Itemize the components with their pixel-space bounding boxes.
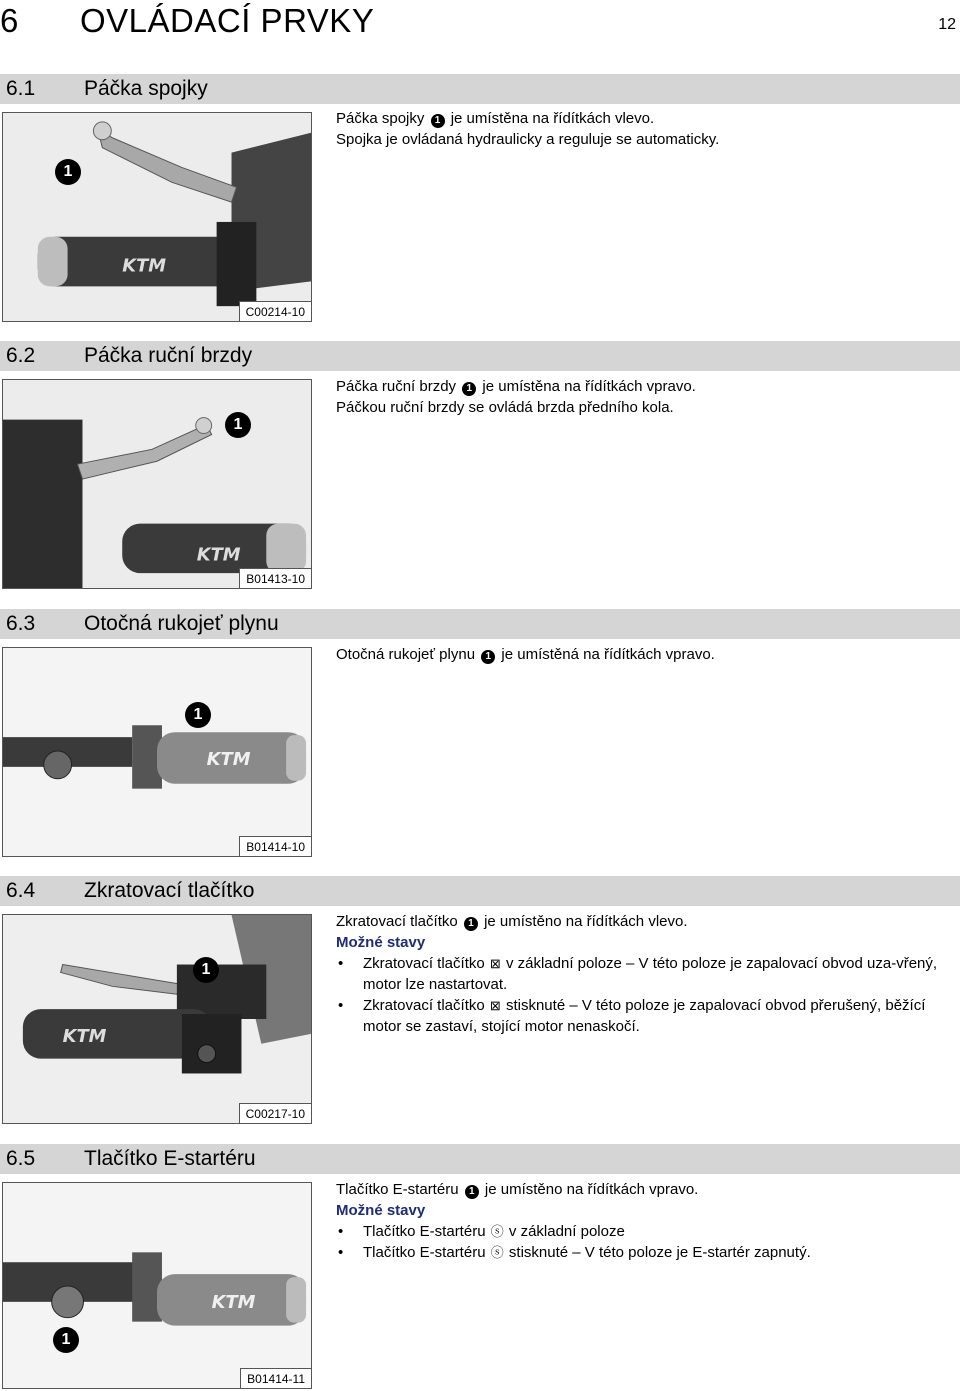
section-number: 6.1 [6, 77, 36, 100]
description-line-2: Páčkou ruční brzdy se ovládá brzda předního kola. [336, 399, 674, 416]
state-post: stisknuté – V této poloze je zapalovací obvod přerušený, běžící motor se zastaví, stojící motor nenaskočí. [363, 997, 926, 1035]
description-line [336, 1179, 946, 1200]
description-line-2: Spojka je ovládaná hydraulicky a reguluje se automaticky. [336, 131, 720, 148]
states-heading: Možné stavy [336, 934, 426, 951]
section-text-6-4 [336, 911, 946, 1037]
description-line [336, 644, 946, 665]
handlebar-illustration [3, 380, 311, 588]
image-code: B01413-10 [239, 568, 311, 588]
handlebar-illustration [3, 915, 311, 1123]
section-title: Zkratovací tlačítko [84, 879, 255, 902]
state-post: v základní poloze – V této poloze je zapalovací obvod uza-vřený, motor lze nastartovat. [363, 955, 938, 993]
description-line [336, 376, 946, 397]
list-item [336, 995, 946, 1037]
description-post: je umístěna na řídítkách vlevo. [450, 110, 655, 127]
image-code: C00214-10 [239, 301, 311, 321]
state-post: v základní poloze [508, 1223, 625, 1240]
list-item [336, 1221, 946, 1242]
section-text-6-5 [336, 1179, 946, 1263]
description-pre: Tlačítko E-startéru [336, 1181, 459, 1198]
callout-marker-inline: 1 [465, 1185, 479, 1199]
chapter-header [0, 0, 960, 44]
callout-marker: 1 [55, 159, 81, 185]
state-pre: Zkratovací tlačítko [363, 997, 485, 1014]
section-text-6-2 [336, 376, 946, 418]
kill-switch-symbol-icon: ⊠ [489, 956, 501, 971]
hand-brake-lever-photo [2, 379, 312, 589]
kill-switch-symbol-icon: ⊠ [489, 998, 501, 1013]
section-title: Tlačítko E-startéru [84, 1147, 256, 1170]
section-header-6-3 [0, 609, 960, 639]
svg-text:KTM: KTM [211, 1291, 256, 1313]
states-list [336, 1221, 946, 1263]
callout-marker: 1 [53, 1327, 79, 1353]
section-number: 6.5 [6, 1147, 36, 1170]
handlebar-illustration [3, 113, 311, 321]
section-header-6-1 [0, 74, 960, 104]
section-text-6-3 [336, 644, 946, 665]
callout-marker-inline: 1 [462, 382, 476, 396]
image-code: B01414-10 [239, 836, 311, 856]
states-heading: Možné stavy [336, 1202, 426, 1219]
svg-text:KTM: KTM [122, 255, 167, 277]
chapter-title: OVLÁDACÍ PRVKY [80, 2, 375, 39]
description-pre: Páčka spojky [336, 110, 425, 127]
section-number: 6.4 [6, 879, 36, 902]
chapter-number: 6 [0, 2, 19, 39]
section-number: 6.3 [6, 612, 36, 635]
svg-text:KTM: KTM [62, 1025, 107, 1047]
description-pre: Zkratovací tlačítko [336, 913, 458, 930]
section-header-6-5 [0, 1144, 960, 1174]
e-starter-symbol-icon: ⓢ [490, 1224, 504, 1239]
image-code: C00217-10 [239, 1103, 311, 1123]
section-title: Páčka ruční brzdy [84, 344, 253, 367]
description-post: je umístěná na řídítkách vpravo. [501, 646, 715, 663]
svg-text:KTM: KTM [196, 544, 241, 566]
image-code: B01414-11 [240, 1368, 311, 1388]
page-number: 12 [938, 16, 956, 33]
description-post: je umístěna na řídítkách vpravo. [482, 378, 696, 395]
description-post: je umístěno na řídítkách vpravo. [484, 1181, 699, 1198]
list-item [336, 1242, 946, 1263]
handlebar-illustration [3, 1183, 311, 1388]
kill-switch-photo [2, 914, 312, 1124]
section-header-6-4 [0, 876, 960, 906]
e-starter-symbol-icon: ⓢ [490, 1245, 504, 1260]
callout-marker: 1 [225, 412, 251, 438]
section-title: Otočná rukojeť plynu [84, 612, 279, 635]
list-item [336, 953, 946, 995]
handlebar-illustration [3, 648, 311, 856]
description-pre: Páčka ruční brzdy [336, 378, 457, 395]
section-title: Páčka spojky [84, 77, 208, 100]
description-line [336, 108, 946, 129]
callout-marker-inline: 1 [431, 114, 445, 128]
callout-marker-inline: 1 [464, 917, 478, 931]
callout-marker-inline: 1 [481, 650, 495, 664]
callout-marker: 1 [185, 702, 211, 728]
description-pre: Otočná rukojeť plynu [336, 646, 476, 663]
description-line [336, 911, 946, 932]
state-pre: Zkratovací tlačítko [363, 955, 485, 972]
throttle-grip-photo [2, 647, 312, 857]
clutch-lever-photo [2, 112, 312, 322]
section-header-6-2 [0, 341, 960, 371]
state-post: stisknuté – V této poloze je E-startér zapnutý. [508, 1244, 811, 1261]
section-text-6-1 [336, 108, 946, 150]
svg-text:KTM: KTM [206, 748, 251, 770]
state-pre: Tlačítko E-startéru [363, 1223, 486, 1240]
states-list [336, 953, 946, 1037]
state-pre: Tlačítko E-startéru [363, 1244, 486, 1261]
description-post: je umístěno na řídítkách vlevo. [484, 913, 688, 930]
e-starter-button-photo [2, 1182, 312, 1389]
section-number: 6.2 [6, 344, 36, 367]
callout-marker: 1 [193, 957, 219, 983]
